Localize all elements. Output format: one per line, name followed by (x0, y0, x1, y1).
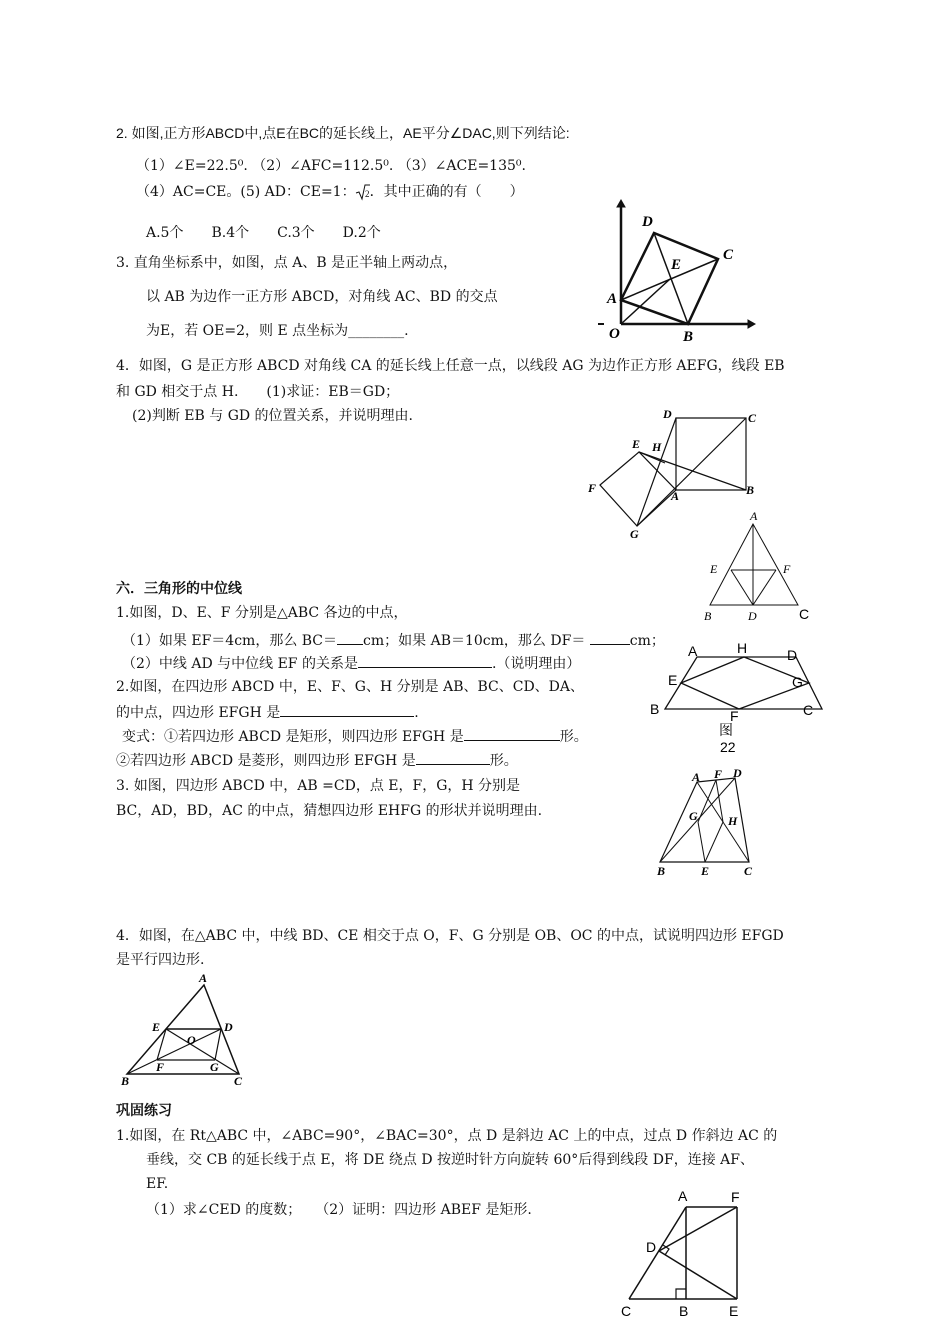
review-q1d: （1）求∠CED 的度数； （2）证明：四边形 ABEF 是矩形. (146, 1202, 532, 1218)
s6-q1b-pre: （2）中线 AD 与中位线 EF 的关系是 (122, 656, 358, 672)
f5-label-A: A (692, 770, 701, 784)
s6-q2a: 2.如图，在四边形 ABCD 中，E、F、G、H 分别是 AB、BC、CD、DA、 (116, 679, 585, 695)
f6-label-G: G (210, 1060, 219, 1074)
s6-q2b (116, 702, 419, 722)
s6-q3a: 3. 如图，四边形 ABCD 中，AB =CD，点 E，F，G，H 分别是 (116, 778, 521, 794)
q2-stem: 2. 如图,正方形ABCD中,点E在BC的延长线上，AE平分∠DAC,则下列结论: (116, 125, 570, 141)
q4-line3: (2)判断 EB 与 GD 的位置关系，并说明理由. (132, 408, 413, 424)
f5-label-F: F (714, 767, 723, 781)
figure-trapezoid-efgh (645, 638, 825, 758)
f6-label-A: A (199, 971, 208, 985)
f2-label-F: F (588, 481, 597, 495)
f7-label-E: E (729, 1303, 739, 1319)
s6-q1a-pre: （1）如果 EF＝4cm，那么 BC＝ (122, 633, 338, 649)
q2-line2 (136, 183, 524, 201)
s6-q4b: 是平行四边形. (116, 952, 205, 968)
f4-label-H: H (737, 640, 748, 656)
s6-q1: 1.如图，D、E、F 分别是△ABC 各边的中点， (116, 605, 408, 621)
f5-label-G: G (689, 809, 698, 823)
f4-label-F: F (730, 708, 739, 724)
f6-label-O: O (187, 1033, 196, 1047)
f7-label-F: F (731, 1189, 740, 1205)
f5-label-B: B (657, 864, 666, 878)
q2-line2-pre: （4）AC=CE。(5) AD：CE=1： (136, 184, 356, 200)
f4-label-A: A (688, 643, 698, 659)
f6-label-C: C (234, 1074, 243, 1088)
figure-quad-midpoints (650, 768, 760, 880)
sqrt-num: 2 (364, 189, 370, 199)
f2-label-H: H (652, 440, 662, 454)
s6-q2b-post: . (414, 705, 419, 721)
s6-q1b-post: .（说明理由） (491, 656, 581, 672)
f3-label-F: F (783, 562, 791, 576)
blank-bc[interactable] (337, 630, 363, 645)
f7-label-B: B (679, 1303, 689, 1319)
blank-rhombus[interactable] (416, 750, 490, 765)
f4-label-D: D (787, 647, 798, 663)
f3-label-B: B (704, 609, 712, 623)
f1-label-E: E (671, 257, 682, 273)
f6-label-E: E (152, 1020, 161, 1034)
f7-label-C: C (621, 1303, 632, 1319)
q3-line2: 以 AB 为边作一正方形 ABCD，对角线 AC、BD 的交点 (146, 289, 498, 305)
f6-label-D: D (224, 1020, 233, 1034)
s6-var2-pre: ②若四边形 ABCD 是菱形，则四边形 EFGH 是 (116, 753, 416, 769)
q4-line1: 4．如图，G 是正方形 ABCD 对角线 CA 的延长线上任意一点，以线段 AG 为边作正方形 AEFG，线段 EB (116, 358, 785, 374)
q2-options: A.5个 B.4个 C.3个 D.2个 (146, 225, 381, 241)
f2-label-G: G (630, 527, 639, 541)
f1-label-O: O (609, 326, 620, 342)
q3-line3: 为E，若 OE=2，则 E 点坐标为________. (146, 323, 409, 339)
section6-title: 六．三角形的中位线 (116, 580, 242, 596)
f3-label-E: E (710, 562, 718, 576)
f2-label-B: B (746, 483, 755, 497)
blank-df[interactable] (590, 630, 630, 645)
review-title: 巩固练习 (116, 1102, 172, 1118)
f6-label-B: B (121, 1074, 130, 1088)
s6-q4a: 4．如图，在△ABC 中，中线 BD、CE 相交于点 O，F、G 分别是 OB、OC 的中点，试说明四边形 EFGD (116, 928, 784, 944)
f2-label-A: A (671, 489, 680, 503)
f3-label-A: A (750, 509, 758, 523)
f6-label-F: F (156, 1060, 165, 1074)
blank-ad-ef[interactable] (358, 653, 492, 668)
f4-label-C: C (803, 702, 814, 718)
f1-label-D: D (642, 214, 653, 230)
f3-label-D: D (748, 609, 757, 623)
f1-label-A: A (607, 291, 618, 307)
figure-rectangle-abef (615, 1185, 765, 1325)
f4-label-E: E (668, 672, 678, 688)
q2-line2-post: ．其中正确的有（ ） (369, 184, 524, 200)
f5-label-C: C (744, 864, 753, 878)
figure-midpoint-triangle (700, 508, 815, 623)
f2-label-D: D (663, 407, 672, 421)
s6-q1a (122, 630, 665, 650)
s6-var2-post: 形。 (489, 753, 518, 769)
f5-label-D: D (733, 766, 742, 780)
blank-rect[interactable] (464, 726, 560, 741)
q3-line1: 3. 直角坐标系中，如图，点 A、B 是正半轴上两动点， (116, 255, 458, 271)
s6-q1a-post: cm； (629, 633, 665, 649)
s6-var1 (122, 726, 588, 746)
f1-label-B: B (683, 329, 694, 345)
f7-label-D: D (646, 1239, 657, 1255)
q2-line1: （1）∠E=22.5⁰. （2）∠AFC=112.5⁰. （3）∠ACE=135⁰. (136, 158, 526, 174)
sqrt-icon (356, 184, 370, 200)
s6-var1-pre: 变式：①若四边形 ABCD 是矩形，则四边形 EFGH 是 (122, 729, 464, 745)
s6-var2 (116, 750, 518, 770)
f4-label-B: B (650, 701, 660, 717)
f2-label-C: C (748, 411, 757, 425)
f1-label-C: C (723, 247, 734, 263)
figure-medians-triangle (115, 972, 255, 1090)
s6-var1-post: 形。 (559, 729, 588, 745)
s6-q2b-pre: 的中点，四边形 EFGH 是 (116, 705, 281, 721)
f3-label-C: C (799, 606, 810, 622)
f5-label-H: H (728, 814, 738, 828)
q4-line2: 和 GD 相交于点 H. (1)求证：EB＝GD； (116, 384, 400, 400)
s6-q3b: BC，AD，BD，AC 的中点，猜想四边形 EHFG 的形状并说明理由. (116, 803, 543, 819)
f7-label-A: A (678, 1188, 688, 1204)
s6-q1a-mid: cm；如果 AB＝10cm，那么 DF＝ (363, 633, 590, 649)
figure-square-axes (590, 195, 760, 345)
review-q1b: 垂线，交 CB 的延长线于点 E，将 DE 绕点 D 按逆时针方向旋转 60°后得到线段 DF，连接 AF、 (146, 1152, 754, 1168)
review-q1a: 1.如图，在 Rt△ABC 中，∠ABC=90°，∠BAC=30°，点 D 是斜边 AC 上的中点，过点 D 作斜边 AC 的 (116, 1128, 778, 1144)
f4-caption-2: 22 (720, 739, 736, 755)
f2-label-E: E (632, 437, 641, 451)
f4-label-G: G (792, 674, 803, 690)
f4-caption-1: 图 (719, 722, 733, 738)
s6-q1b (122, 653, 580, 673)
blank-efgh[interactable] (280, 702, 414, 717)
review-q1c: EF. (146, 1176, 169, 1192)
f5-label-E: E (701, 864, 710, 878)
